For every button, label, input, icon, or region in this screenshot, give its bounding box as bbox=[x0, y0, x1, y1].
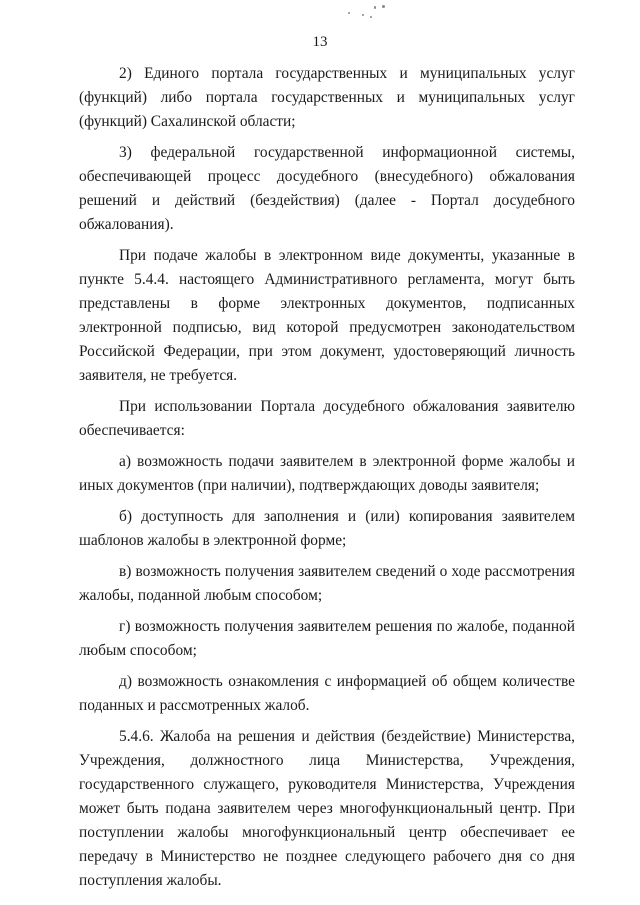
paragraph-electronic-submission: При подаче жалобы в электронном виде документы, указанные в пункте 5.4.4. настоящего Административного регламента, могут быть представлены в форме электронных документов, подписанных электронной подписью, вид которой предусмотрен законодательством Российской Федерации, при этом документ, удостоверяющий личность заявителя, не требуется. bbox=[79, 247, 575, 384]
paragraph-item-3: 3) федеральной государственной информационной системы, обеспечивающей процесс досудебного (внесудебного) обжалования решений и действий (бездействия) (далее - Портал досудебного обжалования). bbox=[79, 144, 575, 233]
document-body bbox=[79, 62, 575, 893]
speck bbox=[374, 6, 376, 9]
paragraph-5-4-6: 5.4.6. Жалоба на решения и действия (бездействие) Министерства, Учреждения, должностного лица Министерства, Учреждения, государственного служащего, руководителя Министерства, Учреждения может быть подана заявителем через многофункциональный центр. При поступлении жалобы многофункциональный центр обеспечивает ее передачу в Министерство не позднее следующего рабочего дня со дня поступления жалобы. bbox=[79, 728, 575, 889]
speck bbox=[370, 16, 372, 18]
speck bbox=[382, 5, 385, 8]
paragraph-item-v: в) возможность получения заявителем сведений о ходе рассмотрения жалобы, поданной любым способом; bbox=[79, 563, 575, 604]
paragraph-item-a: а) возможность подачи заявителем в электронной форме жалобы и иных документов (при наличии), подтверждающих доводы заявителя; bbox=[79, 453, 575, 494]
page-number: 13 bbox=[312, 34, 328, 50]
paragraph-item-d: д) возможность ознакомления с информацией об общем количестве поданных и рассмотренных жалоб. bbox=[79, 673, 575, 714]
scan-specks bbox=[344, 4, 404, 20]
paragraph-item-2: 2) Единого портала государственных и муниципальных услуг (функций) либо портала государственных и муниципальных услуг (функций) Сахалинской области; bbox=[79, 65, 575, 130]
paragraph-item-g: г) возможность получения заявителем решения по жалобе, поданной любым способом; bbox=[79, 618, 575, 659]
speck bbox=[362, 14, 364, 16]
paragraph-portal-usage: При использовании Портала досудебного обжалования заявителю обеспечивается: bbox=[79, 398, 575, 439]
speck bbox=[348, 12, 350, 14]
paragraph-item-b: б) доступность для заполнения и (или) копирования заявителем шаблонов жалобы в электронной форме; bbox=[79, 508, 575, 549]
